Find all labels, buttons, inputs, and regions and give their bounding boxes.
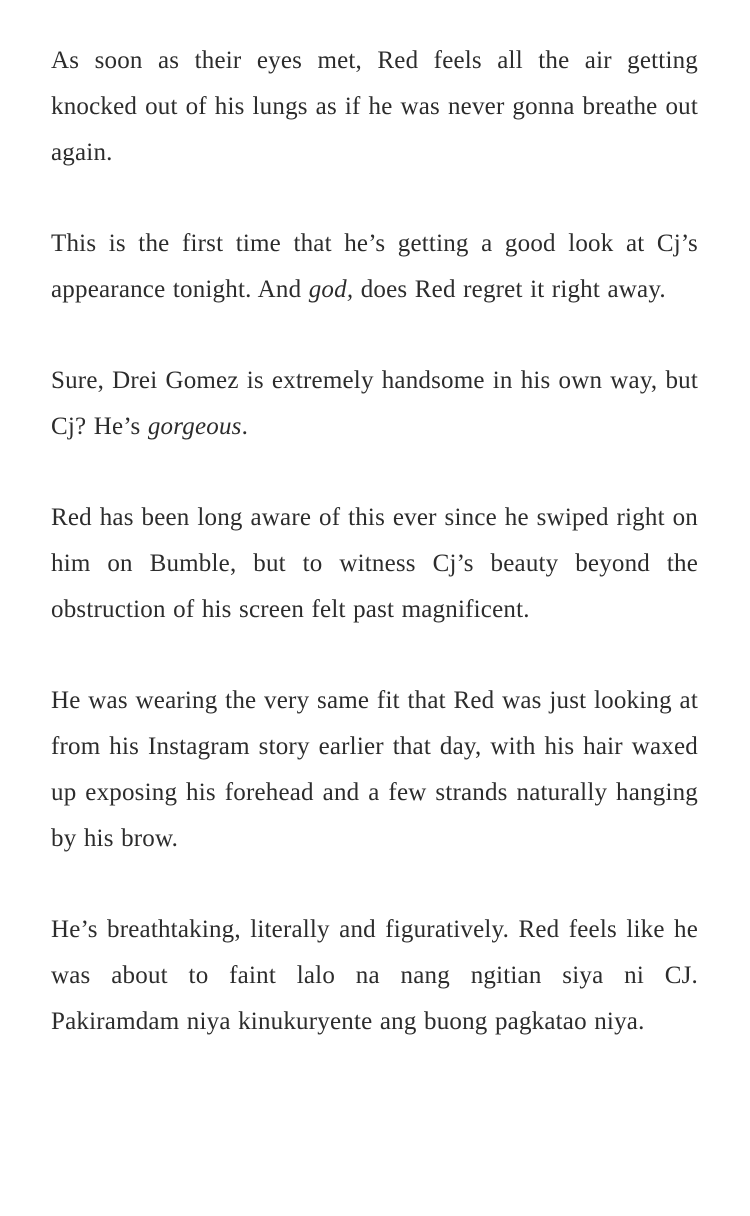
text-segment: He’s breathtaking, literally and figuratively. Red feels like he was about to faint lalo na nang ngitian siya ni CJ. Pakiramdam niya kinukuryente ang buong pagkatao niya. [51, 916, 698, 1035]
text-segment: does Red regret it right away. [353, 276, 666, 303]
text-segment: This is the first time that he’s getting a good look at Cj’s appearance tonight. And [51, 230, 698, 303]
paragraph [51, 907, 698, 1045]
emphasis-text: god, [308, 276, 354, 303]
emphasis-text: gorgeous [147, 413, 242, 440]
paragraph [51, 221, 698, 313]
story-text [51, 38, 698, 1045]
text-segment: He was wearing the very same fit that Red was just looking at from his Instagram story earlier that day, with his hair waxed up exposing his forehead and a few strands naturally hanging by his brow. [51, 687, 698, 852]
text-segment: As soon as their eyes met, Red feels all the air getting knocked out of his lungs as if he was never gonna breathe out again. [51, 47, 698, 166]
paragraph [51, 358, 698, 450]
paragraph [51, 38, 698, 176]
paragraph [51, 495, 698, 633]
paragraph [51, 678, 698, 862]
text-segment: Sure, Drei Gomez is extremely handsome in his own way, but Cj? He’s [51, 367, 698, 440]
text-segment: Red has been long aware of this ever since he swiped right on him on Bumble, but to witness Cj’s beauty beyond the obstruction of his screen felt past magnificent. [51, 504, 698, 623]
text-segment: . [241, 413, 249, 440]
